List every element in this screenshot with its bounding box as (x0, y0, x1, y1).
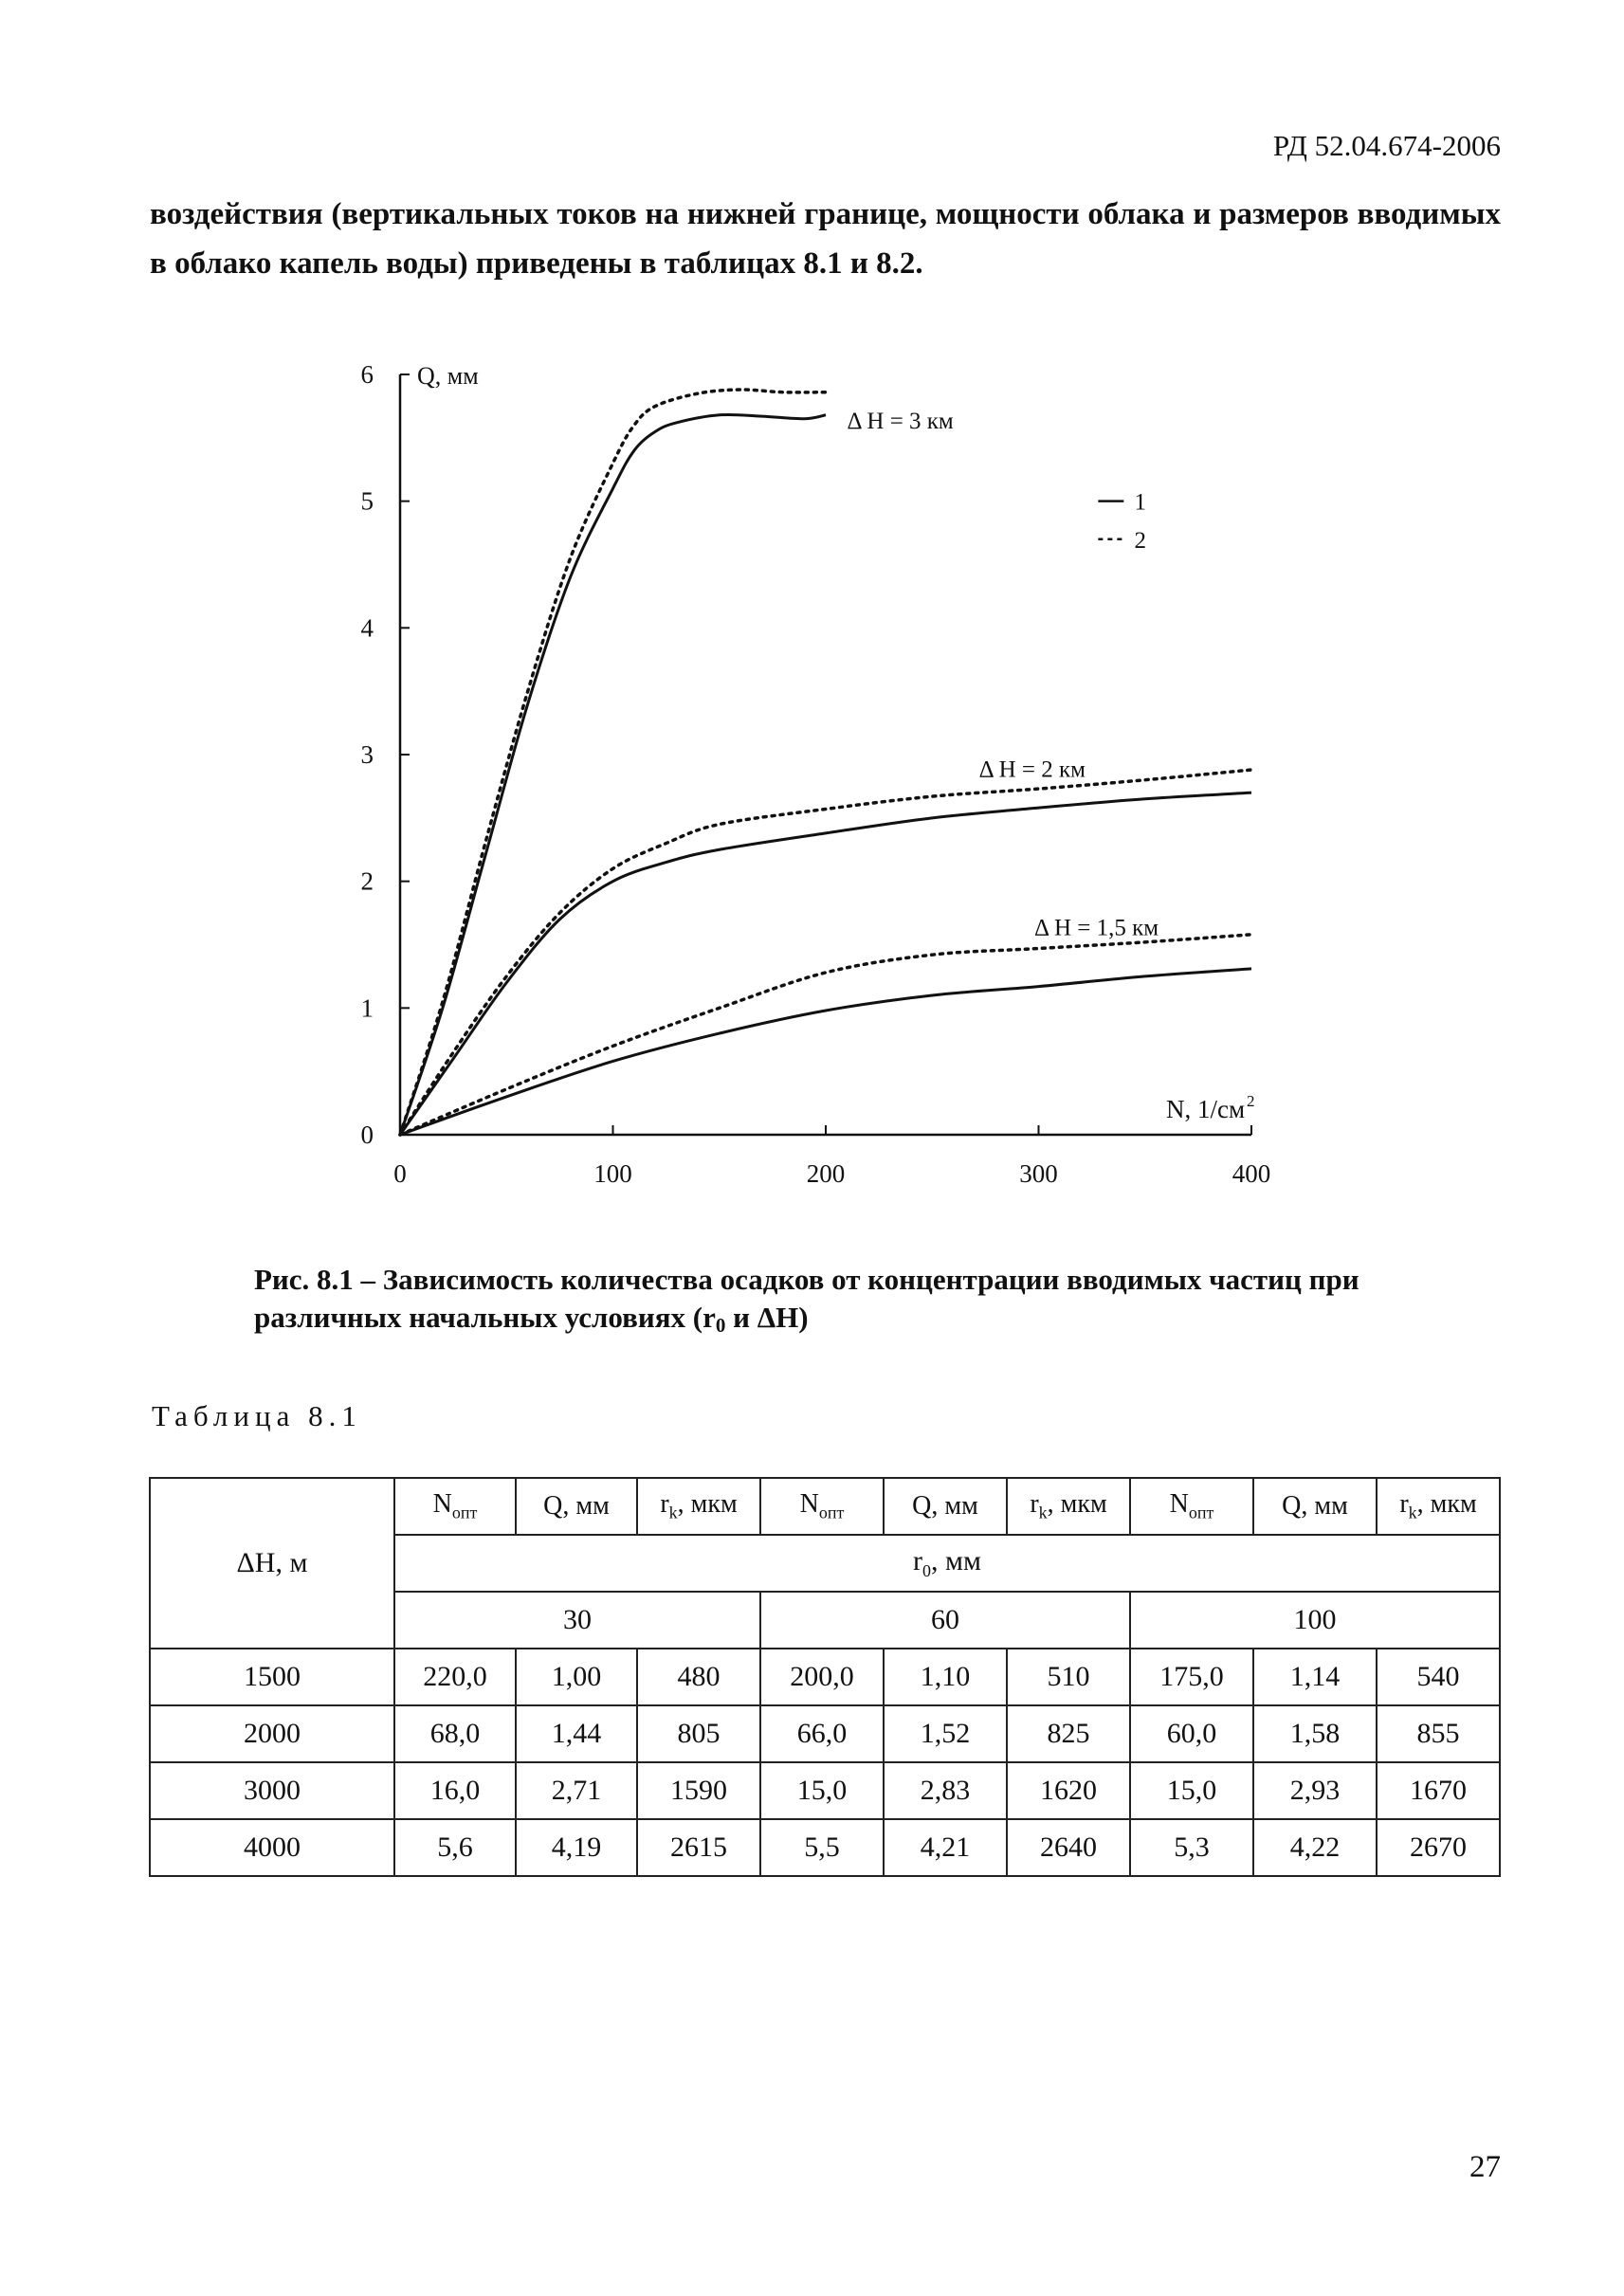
table-row (150, 1649, 1500, 1705)
x-tick-label: 100 (593, 1159, 632, 1188)
table-cell: 1670 (1377, 1762, 1500, 1819)
table-cell: 4,19 (516, 1819, 637, 1876)
table-cell: 4000 (150, 1819, 394, 1876)
column-header: Q, мм (516, 1478, 637, 1535)
table-cell: 480 (637, 1649, 760, 1705)
table-cell: 15,0 (760, 1762, 884, 1819)
table-cell: 16,0 (394, 1762, 516, 1819)
data-table (149, 1477, 1501, 1877)
chart-axes (400, 374, 1251, 1135)
precipitation-chart (351, 341, 1299, 1242)
table-cell: 825 (1007, 1705, 1130, 1762)
intro-paragraph: воздействия (вертикальных токов на нижней границе, мощности облака и размеров вводимых в облако капель воды) приведены в таблицах 8.1 и 8.2. (150, 197, 1501, 281)
table-cell: 2,83 (884, 1762, 1007, 1819)
table-cell: 2615 (637, 1819, 760, 1876)
y-tick-label: 4 (360, 613, 374, 643)
caption-line-2: различных начальных условиях ($r_0$ и ΔH) (254, 1301, 809, 1337)
y-tick-label: 2 (360, 866, 374, 896)
column-header: $r_k$, мкм (637, 1478, 760, 1535)
table-cell: 805 (637, 1705, 760, 1762)
table-cell: 68,0 (394, 1705, 516, 1762)
series-line-solid (400, 793, 1251, 1135)
y-tick-label: 0 (360, 1121, 374, 1149)
r0-label: $r_0$, мм (394, 1535, 1500, 1592)
y-tick-label: 1 (360, 993, 374, 1023)
table-row (150, 1705, 1500, 1762)
document-code: РД 52.04.674-2006 (1272, 129, 1501, 162)
table-cell: 200,0 (760, 1649, 884, 1705)
y-tick-label: 5 (360, 486, 374, 516)
x-tick-label: 0 (393, 1159, 407, 1188)
table-cell: 4,22 (1253, 1819, 1377, 1876)
column-header: Q, мм (884, 1478, 1007, 1535)
table-cell: 1590 (637, 1762, 760, 1819)
table-cell: 510 (1007, 1649, 1130, 1705)
column-header: $N_{опт}$ (394, 1478, 516, 1535)
column-header: $N_{опт}$ (1130, 1478, 1253, 1535)
x-axis-label-exponent: 2 (1247, 1092, 1255, 1110)
column-header: $N_{опт}$ (760, 1478, 884, 1535)
x-tick-label: 300 (1019, 1159, 1058, 1188)
r0-value: 30 (394, 1592, 760, 1649)
table-row (150, 1762, 1500, 1819)
curve-annotation: Δ H = 3 км (847, 408, 954, 434)
table-cell: 2000 (150, 1705, 394, 1762)
table-cell: 2,71 (516, 1762, 637, 1819)
table-title: Таблица 8.1 (152, 1399, 362, 1432)
table-cell: 5,6 (394, 1819, 516, 1876)
figure-caption (254, 1261, 1392, 1344)
series-line-dotted (400, 935, 1251, 1135)
column-header: $r_k$, мкм (1007, 1478, 1130, 1535)
legend-label: 2 (1134, 527, 1147, 554)
table-cell: 1,14 (1253, 1649, 1377, 1705)
r0-value: 100 (1130, 1592, 1500, 1649)
table-cell: 66,0 (760, 1705, 884, 1762)
table-cell: 2670 (1377, 1819, 1500, 1876)
table-cell: 1,52 (884, 1705, 1007, 1762)
table-cell: 1,44 (516, 1705, 637, 1762)
table-row (150, 1819, 1500, 1876)
y-tick-label: 3 (360, 740, 374, 769)
column-header: $r_k$, мкм (1377, 1478, 1500, 1535)
page-number: 27 (1469, 2150, 1501, 2184)
table-cell: 15,0 (1130, 1762, 1253, 1819)
legend-label: 1 (1134, 489, 1147, 516)
series-line-solid (400, 969, 1251, 1135)
series-line-solid (400, 414, 826, 1135)
table-cell: 1,00 (516, 1649, 637, 1705)
x-axis-label: N, 1/см (1166, 1095, 1246, 1123)
table-cell: 1620 (1007, 1762, 1130, 1819)
column-header: Q, мм (1253, 1478, 1377, 1535)
table-cell: 5,3 (1130, 1819, 1253, 1876)
table-cell: 1,10 (884, 1649, 1007, 1705)
table-cell: 60,0 (1130, 1705, 1253, 1762)
table-cell: 3000 (150, 1762, 394, 1819)
row-header-dh: ΔH, м (150, 1478, 394, 1649)
table-cell: 2640 (1007, 1819, 1130, 1876)
x-tick-label: 200 (806, 1159, 846, 1188)
y-tick-label: 6 (360, 360, 374, 389)
table-cell: 175,0 (1130, 1649, 1253, 1705)
table-cell: 2,93 (1253, 1762, 1377, 1819)
table-cell: 540 (1377, 1649, 1500, 1705)
table-cell: 855 (1377, 1705, 1500, 1762)
caption-line-1: Рис. 8.1 – Зависимость количества осадков от концентрации вводимых частиц при (254, 1263, 1359, 1296)
y-axis-label: Q, мм (417, 362, 479, 390)
curve-annotation: Δ H = 2 км (978, 756, 1086, 783)
x-tick-label: 400 (1232, 1159, 1271, 1188)
table-cell: 1500 (150, 1649, 394, 1705)
table-cell: 1,58 (1253, 1705, 1377, 1762)
table-cell: 220,0 (394, 1649, 516, 1705)
r0-value: 60 (760, 1592, 1130, 1649)
table-cell: 5,5 (760, 1819, 884, 1876)
table-cell: 4,21 (884, 1819, 1007, 1876)
curve-annotation: Δ H = 1,5 км (1034, 915, 1159, 941)
